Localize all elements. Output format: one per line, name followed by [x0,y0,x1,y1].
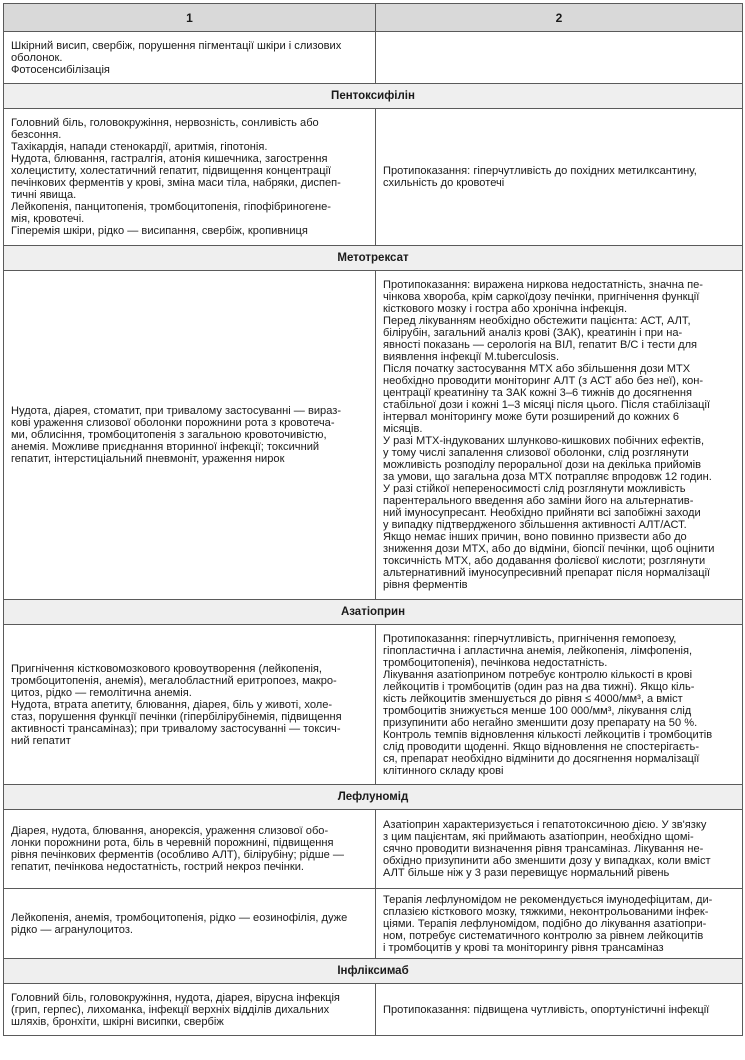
text-line: Лейкопенія, панцитопенія, тромбоцитопенія, гіпофібриногене- [11,201,331,213]
text-line: Головний біль, головокружіння, нервозність, сонливість або [11,117,319,129]
text-line: Фотосенсибілізація [11,63,110,76]
text-line: анемія. Можливе приєднання вторинної інфекції; токсичний [11,441,320,453]
table-row-leflunomide-1 [4,810,743,889]
text-line: кість лейкоцитів зменшується до рівня ≤ 4000/мм³, а вміст [383,692,683,705]
text-line: тромбоцитопенія), печінкова недостатність. [383,656,608,669]
text-line: парентерального введення або заміни його на альтернатив- [383,495,694,507]
text-line: мія, кровотечі. [11,213,85,225]
text-line: Шкірний висип, свербіж, порушення пігментації шкіри і слизових [11,39,342,52]
text-line: гіпопластична і апластична анемія, лейкопенія, лімфопенія, [383,644,693,657]
notes-cell [376,625,743,785]
text-line: Тахікардія, напади стенокардії, аритмія, гіпотонія. [11,141,268,153]
text-line: Лікування азатіоприном потребує контролю кількості в крові [383,668,693,681]
side-effects-cell [4,810,376,889]
text-line: оболонок. [11,51,63,64]
text-line: у тому числі запалення слизової оболонки, слід розглянути [383,447,689,459]
text-line: чінкова хвороба, крім саркоїдозу печінки, пригнічення функції [383,291,700,303]
text-line: АЛТ більше ніж у 3 рази перевищує нормальний рівень [383,867,670,879]
text-line: рівня печінкових ферментів (особливо АЛТ), білірубіну; рідше — [11,849,344,861]
text-line: Контроль темпів відновлення кількості лейкоцитів і тромбоцитів [383,728,713,741]
text-line: тромбоцитів знижується менше 100 000/мм³, лікування слід [383,704,692,717]
drug-name-heading: Азатіоприн [4,600,743,625]
text-line: (грип, герпес), лихоманка, інфекції верхніх відділів дихальних [11,1003,330,1016]
text-line: сячно проводити визначення рівня трансаміназ. Лікування не- [383,843,704,855]
text-line: клітинного складу крові [383,764,504,777]
side-effects-cell [4,109,376,246]
text-line: зниження дози МТХ, або до відміни, біопсії печінки, щоб оцінити [383,543,715,555]
text-line: У разі МТХ-індукованих шлунково-кишкових побічних ефектів, [383,435,705,447]
text-line: слід проводити щоденні. Якщо відновлення не спостерігаєть- [383,740,700,753]
drug-name-heading: Метотрексат [4,246,743,271]
section-row-infliximab [4,959,743,984]
side-effects-cell [4,984,376,1036]
text-line: з цим пацієнтам, які приймають азатіоприн, необхідно щомі- [383,831,694,843]
text-line: ном, потребує систематичного контролю за рівнем лейкоцитів [383,929,704,942]
text-line: Після початку застосування МТХ або збільшення дози МТХ [383,363,691,375]
text-line: шляхів, бронхіти, шкірні висипки, свербіж [11,1015,224,1028]
text-line: Терапія лефлуномідом не рекомендується імунодефіцитам, ди- [383,893,713,906]
text-line: Нудота, втрата апетиту, блювання, діарея, біль у животі, холе- [11,698,333,711]
section-row-methotrexate [4,246,743,271]
text-line: і тромбоцитів у крові та моніторингу рівня трансаміназ [383,941,664,954]
text-line: Нудота, блювання, гастралгія, атонія кишечника, загострення [11,153,328,165]
text-line: ся, препарат необхідно відмінити до досягнення нормалізації [383,752,700,765]
text-line: рівня ферментів [383,579,468,591]
side-effects-cell [4,32,376,84]
text-line: тичні явища. [11,189,77,201]
notes-cell [376,889,743,959]
text-line: Протипоказання: виражена ниркова недостатність, значна пе- [383,279,703,291]
text-line: печінкових ферментів у крові, зміна маси тіла, набряки, диспеп- [11,177,341,189]
text-line: Азатіоприн характеризується і гепатотоксичною дією. У зв'язку [383,819,707,831]
text-line: сплазією кісткового мозку, тяжкими, неконтрольованими інфек- [383,905,709,918]
text-line: Перед лікуванням необхідно обстежити пацієнта: АСТ, АЛТ, [383,315,691,327]
text-line: за умови, що загальна доза МТХ потрапляє впродовж 12 годин. [383,471,712,483]
text-line: альтернативний імуносупресивний препарат після нормалізації [383,567,711,579]
text-line: Нудота, діарея, стоматит, при тривалому застосуванні — вираз- [11,405,342,417]
drug-name-heading: Інфліксимаб [4,959,743,984]
section-row-azathioprine [4,600,743,625]
table-row-methotrexate [4,271,743,600]
drug-table-page [3,3,742,1036]
text-line: У разі стійкої непереносимості слід розглянути можливість [383,483,686,495]
text-line: Протипоказання: підвищена чутливість, опортуністичні інфекції [383,1003,710,1016]
text-line: Головний біль, головокружіння, нудота, діарея, вірусна інфекція [11,991,340,1004]
text-line: тромбоцитопенія, анемія), мегалобластний еритропоез, макро- [11,674,337,687]
text-line: токсичність МТХ, або додавання фолієвої кислоти; розглянути [383,555,706,567]
text-line: призупинити або негайно зменшити дозу препарату на 50 %. [383,716,698,729]
text-line: можливість розподілу пероральної дози на декілька прийомів [383,459,702,471]
text-line: кісткового мозку і гостра або хронічна інфекція. [383,303,628,315]
section-row-leflunomide [4,785,743,810]
text-line: холециститу, холестатичний гепатит, підвищення концентрації [11,165,332,177]
notes-cell [376,271,743,600]
text-line: у випадку підтвердженого збільшення активності АЛТ/АСТ. [383,519,687,531]
text-line: гепатит, інтерстиціальний пневмоніт, ураження нирок [11,453,285,465]
text-line: ний імуносупресант. Необхідно прийняти всі запобіжні заходи [383,507,701,519]
notes-cell [376,32,743,84]
table-row-azathioprine [4,625,743,785]
text-line: цитоз, рідко — гемолітична анемія. [11,686,192,699]
text-line: ний гепатит [11,734,71,747]
side-effects-cell [4,625,376,785]
drug-side-effects-table [3,3,743,1036]
text-line: стаз, порушення функції печінки (гіпербілірубінемія, підвищення [11,710,342,723]
column-header-1: 1 [4,4,376,32]
text-line: гепатит, печінкова недостатність, гострий некроз печінки. [11,861,305,873]
text-line: необхідно проводити моніторинг АЛТ (з АСТ або без неї), кон- [383,375,704,387]
text-line: явності показань — серологія на ВІЛ, гепатит В/С і тести для [383,339,698,351]
column-header-2: 2 [376,4,743,32]
text-line: інтервал моніторингу може бути розширений до кожних 6 [383,411,680,423]
drug-name-heading: Пентоксифілін [4,84,743,109]
text-line: стабільної дози і кожні 1–3 місяці після цього. Після стабілізації [383,399,711,411]
side-effects-cell [4,889,376,959]
text-line: кові ураження слизової оболонки порожнини рота з кровотеча- [11,417,335,429]
text-line: Діарея, нудота, блювання, анорексія, ураження слизової обо- [11,825,329,837]
text-line: лонки порожнини рота, біль в черевній порожнині, підвищення [11,837,334,849]
side-effects-cell [4,271,376,600]
text-line: Протипоказання: гіперчутливість до похідних метилксантину, [383,165,697,177]
text-line: обхідно призупинити або зменшити дозу у випадках, коли вміст [383,855,711,867]
text-line: Якщо немає інших причин, воно повинно призвести або до [383,531,687,543]
table-row-leflunomide-2 [4,889,743,959]
text-line: виявлення інфекції M.tuberculosis. [383,351,560,363]
notes-cell [376,810,743,889]
section-row-pentoxifylline [4,84,743,109]
text-line: лейкоцитів і тромбоцитів (один раз на два тижні). Якщо кіль- [383,680,695,693]
table-row-pentoxifylline [4,109,743,246]
text-line: Лейкопенія, анемія, тромбоцитопенія, рідко — еозинофілія, дуже [11,911,348,924]
notes-cell [376,984,743,1036]
drug-name-heading: Лефлуномід [4,785,743,810]
table-row-skin-effects [4,32,743,84]
text-line: Пригнічення кістковомозкового кровоутворення (лейкопенія, [11,662,322,675]
text-line: безсоння. [11,129,62,141]
text-line: рідко — агранулоцитоз. [11,923,133,936]
text-line: ми, облисіння, тромбоцитопенія з загальною кровоточивістю, [11,429,327,441]
text-line: місяців. [383,423,423,435]
text-line: активності трансаміназ); при тривалому застосуванні — токсич- [11,722,341,735]
notes-cell [376,109,743,246]
table-row-infliximab [4,984,743,1036]
text-line: білірубін, загальний аналіз крові (ЗАК), креатинін і при на- [383,327,683,339]
text-line: Гіперемія шкіри, рідко — висипання, свербіж, кропивниця [11,225,308,237]
text-line: центрації креатиніну та ЗАК кожні 3–6 тижнів до досягнення [383,387,693,399]
text-line: ціями. Терапія лефлуномідом, подібно до лікування азатіопри- [383,917,707,930]
header-row [4,4,743,32]
text-line: Протипоказання: гіперчутливість, пригнічення гемопоезу, [383,632,677,645]
text-line: схильність до кровотечі [383,177,505,189]
